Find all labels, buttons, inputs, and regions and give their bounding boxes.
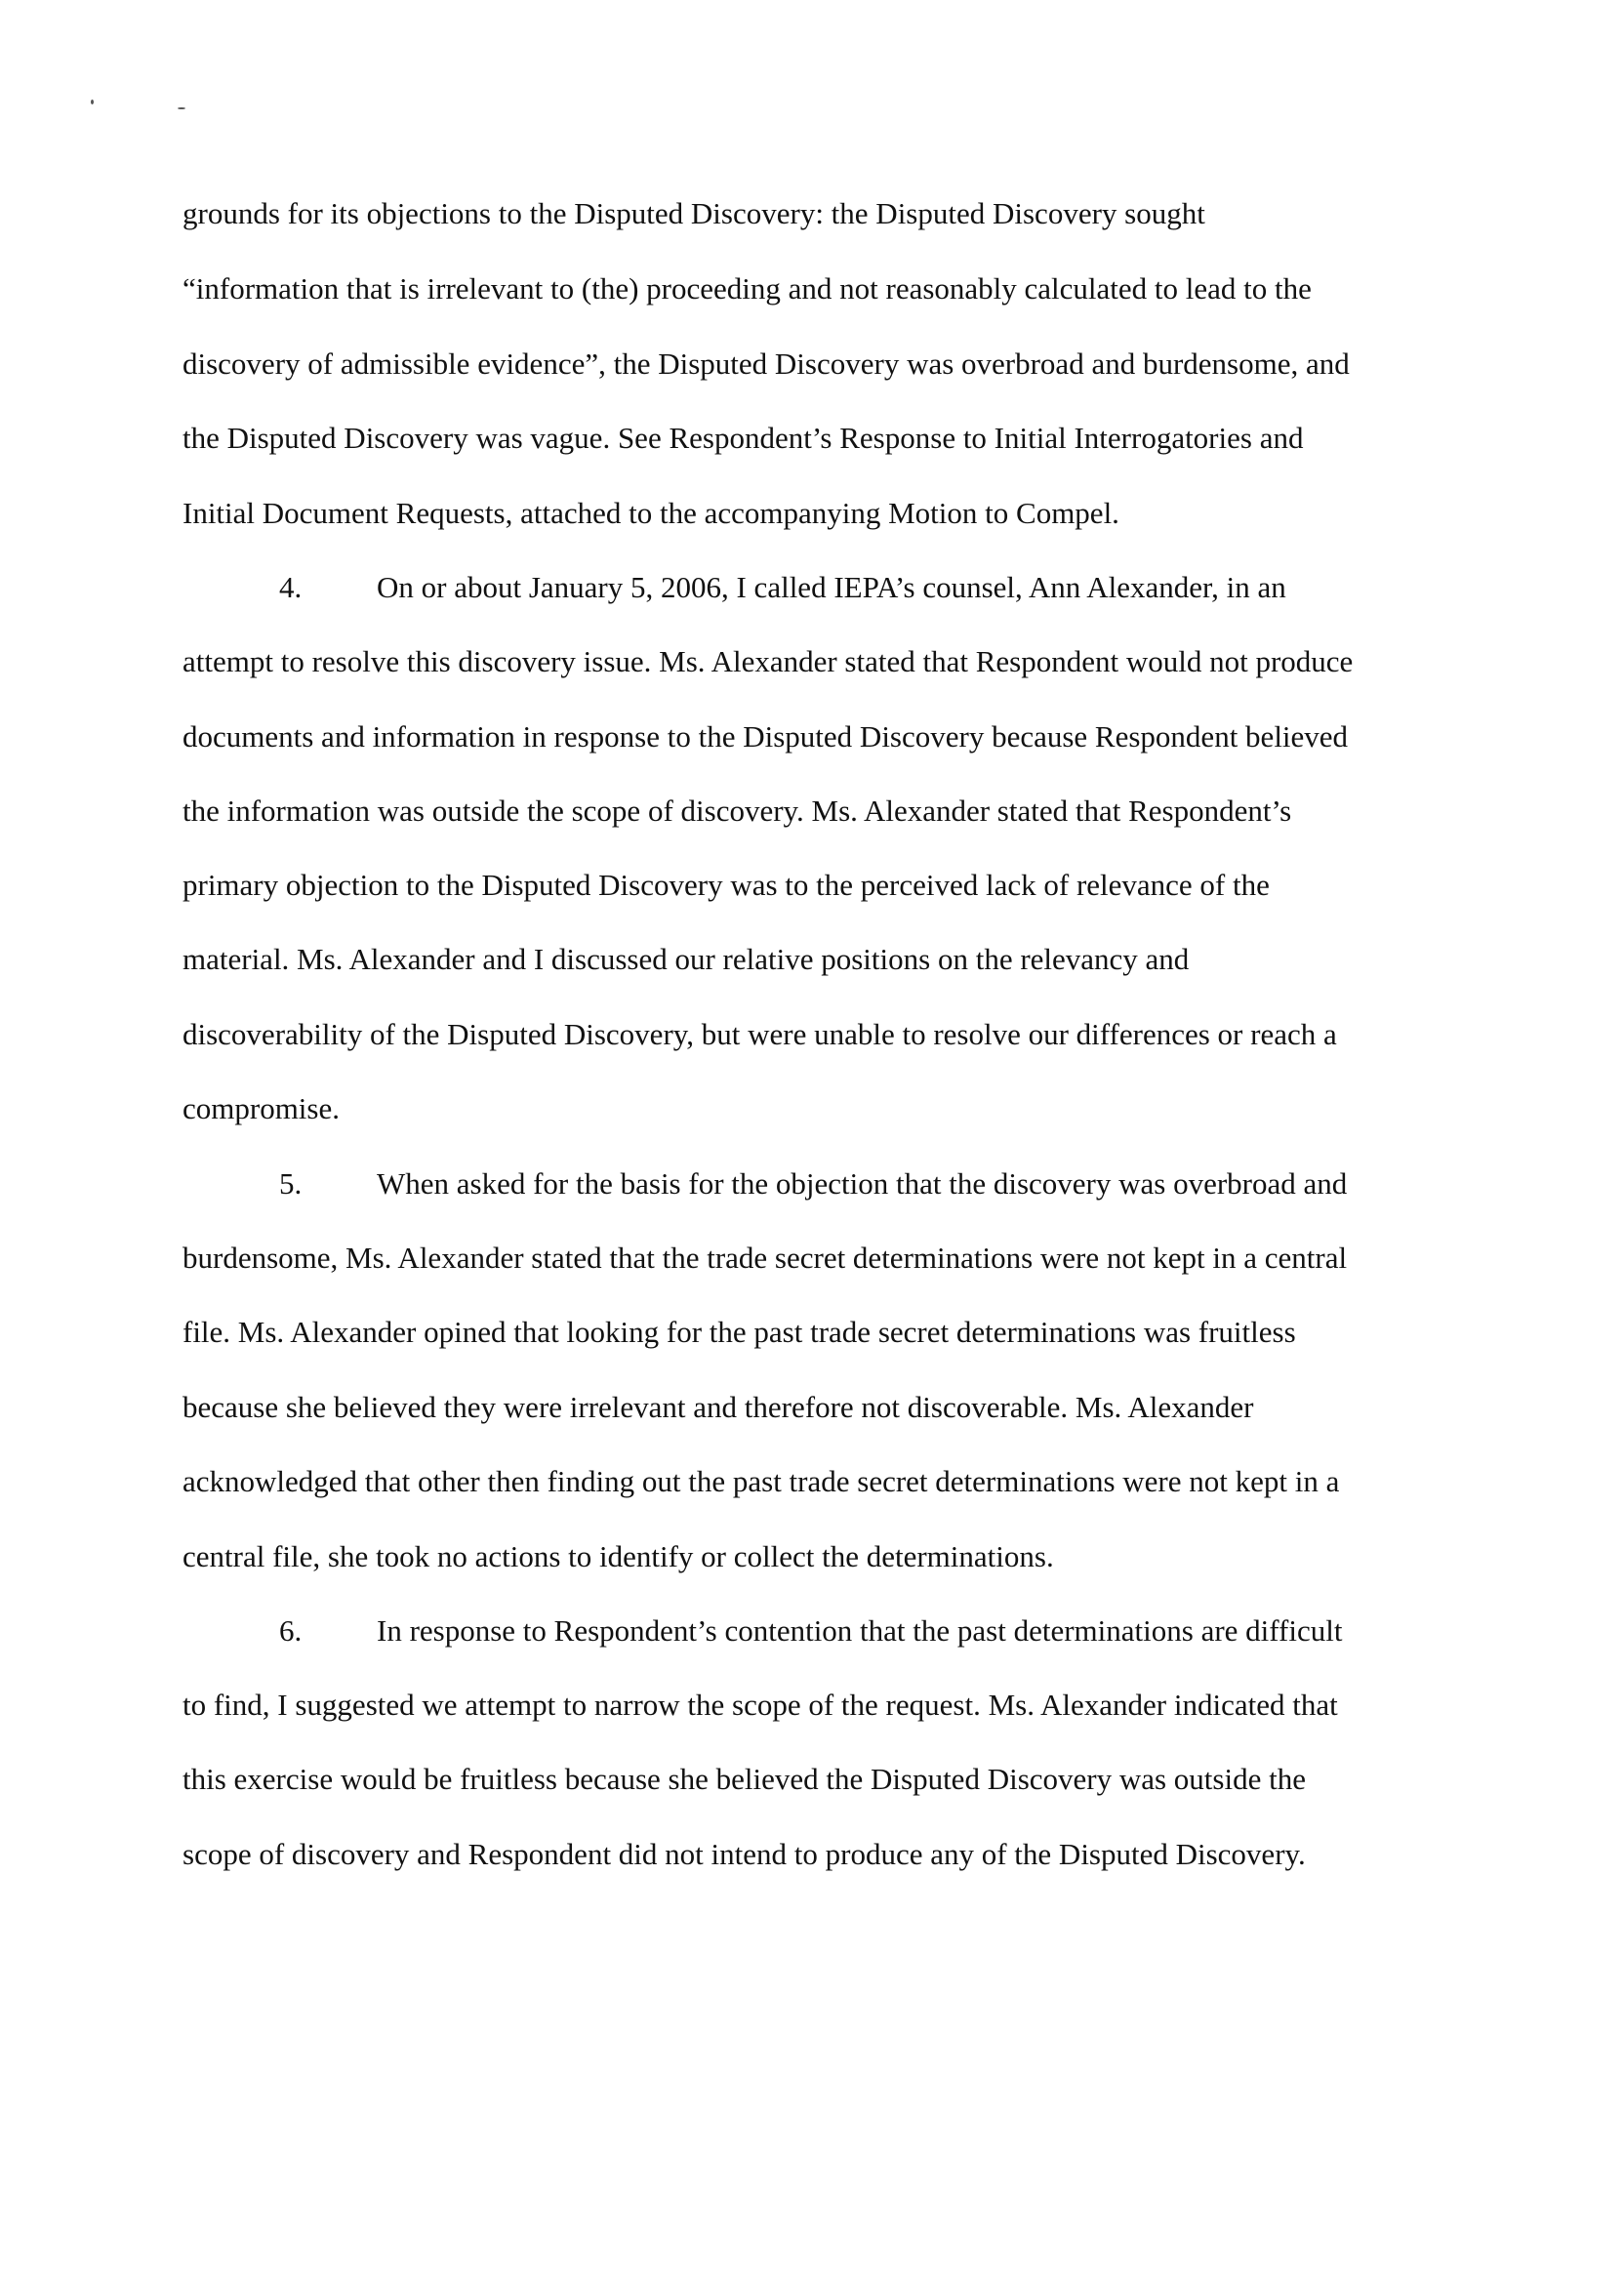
text-line: discoverability of the Disputed Discovery, but were unable to resolve our differences or reach a [183,1017,1337,1051]
paragraph-number: 5. [279,1166,303,1201]
text-line: In response to Respondent’s contention that the past determinations are difficult [377,1613,1343,1648]
scan-speck [178,107,185,109]
text-line: the Disputed Discovery was vague. See Respondent’s Response to Initial Interrogatories and [183,421,1304,455]
text-line: to find, I suggested we attempt to narrow the scope of the request. Ms. Alexander indicated that [183,1688,1338,1722]
text-line: attempt to resolve this discovery issue. Ms. Alexander stated that Respondent would not produce [183,644,1354,678]
text-line: discovery of admissible evidence”, the Disputed Discovery was overbroad and burdensome, and [183,346,1350,381]
text-line: the information was outside the scope of discovery. Ms. Alexander stated that Respondent’s [183,794,1292,828]
text-line: file. Ms. Alexander opined that looking for the past trade secret determinations was fruitless [183,1315,1296,1349]
text-line: grounds for its objections to the Disputed Discovery: the Disputed Discovery sought [183,196,1205,230]
text-line: this exercise would be fruitless because she believed the Disputed Discovery was outside the [183,1762,1306,1796]
text-line: On or about January 5, 2006, I called IEPA’s counsel, Ann Alexander, in an [377,570,1286,604]
text-line: documents and information in response to the Disputed Discovery because Respondent believed [183,719,1349,754]
text-line: because she believed they were irrelevant and therefore not discoverable. Ms. Alexander [183,1390,1254,1424]
text-line: scope of discovery and Respondent did not intend to produce any of the Disputed Discovery. [183,1837,1306,1871]
text-line: acknowledged that other then finding out the past trade secret determinations were not kept in a [183,1464,1340,1498]
text-line: material. Ms. Alexander and I discussed our relative positions on the relevancy and [183,942,1190,976]
text-line: burdensome, Ms. Alexander stated that the trade secret determinations were not kept in a central [183,1241,1348,1275]
text-line: Initial Document Requests, attached to the accompanying Motion to Compel. [183,496,1119,530]
text-line: compromise. [183,1091,340,1125]
scan-speck [91,100,94,104]
paragraph-number: 4. [279,570,303,604]
text-line: central file, she took no actions to identify or collect the determinations. [183,1539,1054,1573]
text-line: When asked for the basis for the objection that the discovery was overbroad and [377,1166,1348,1201]
text-line: primary objection to the Disputed Discovery was to the perceived lack of relevance of the [183,868,1270,902]
text-line: “information that is irrelevant to (the) proceeding and not reasonably calculated to lead to the [183,271,1312,306]
paragraph-number: 6. [279,1613,303,1648]
